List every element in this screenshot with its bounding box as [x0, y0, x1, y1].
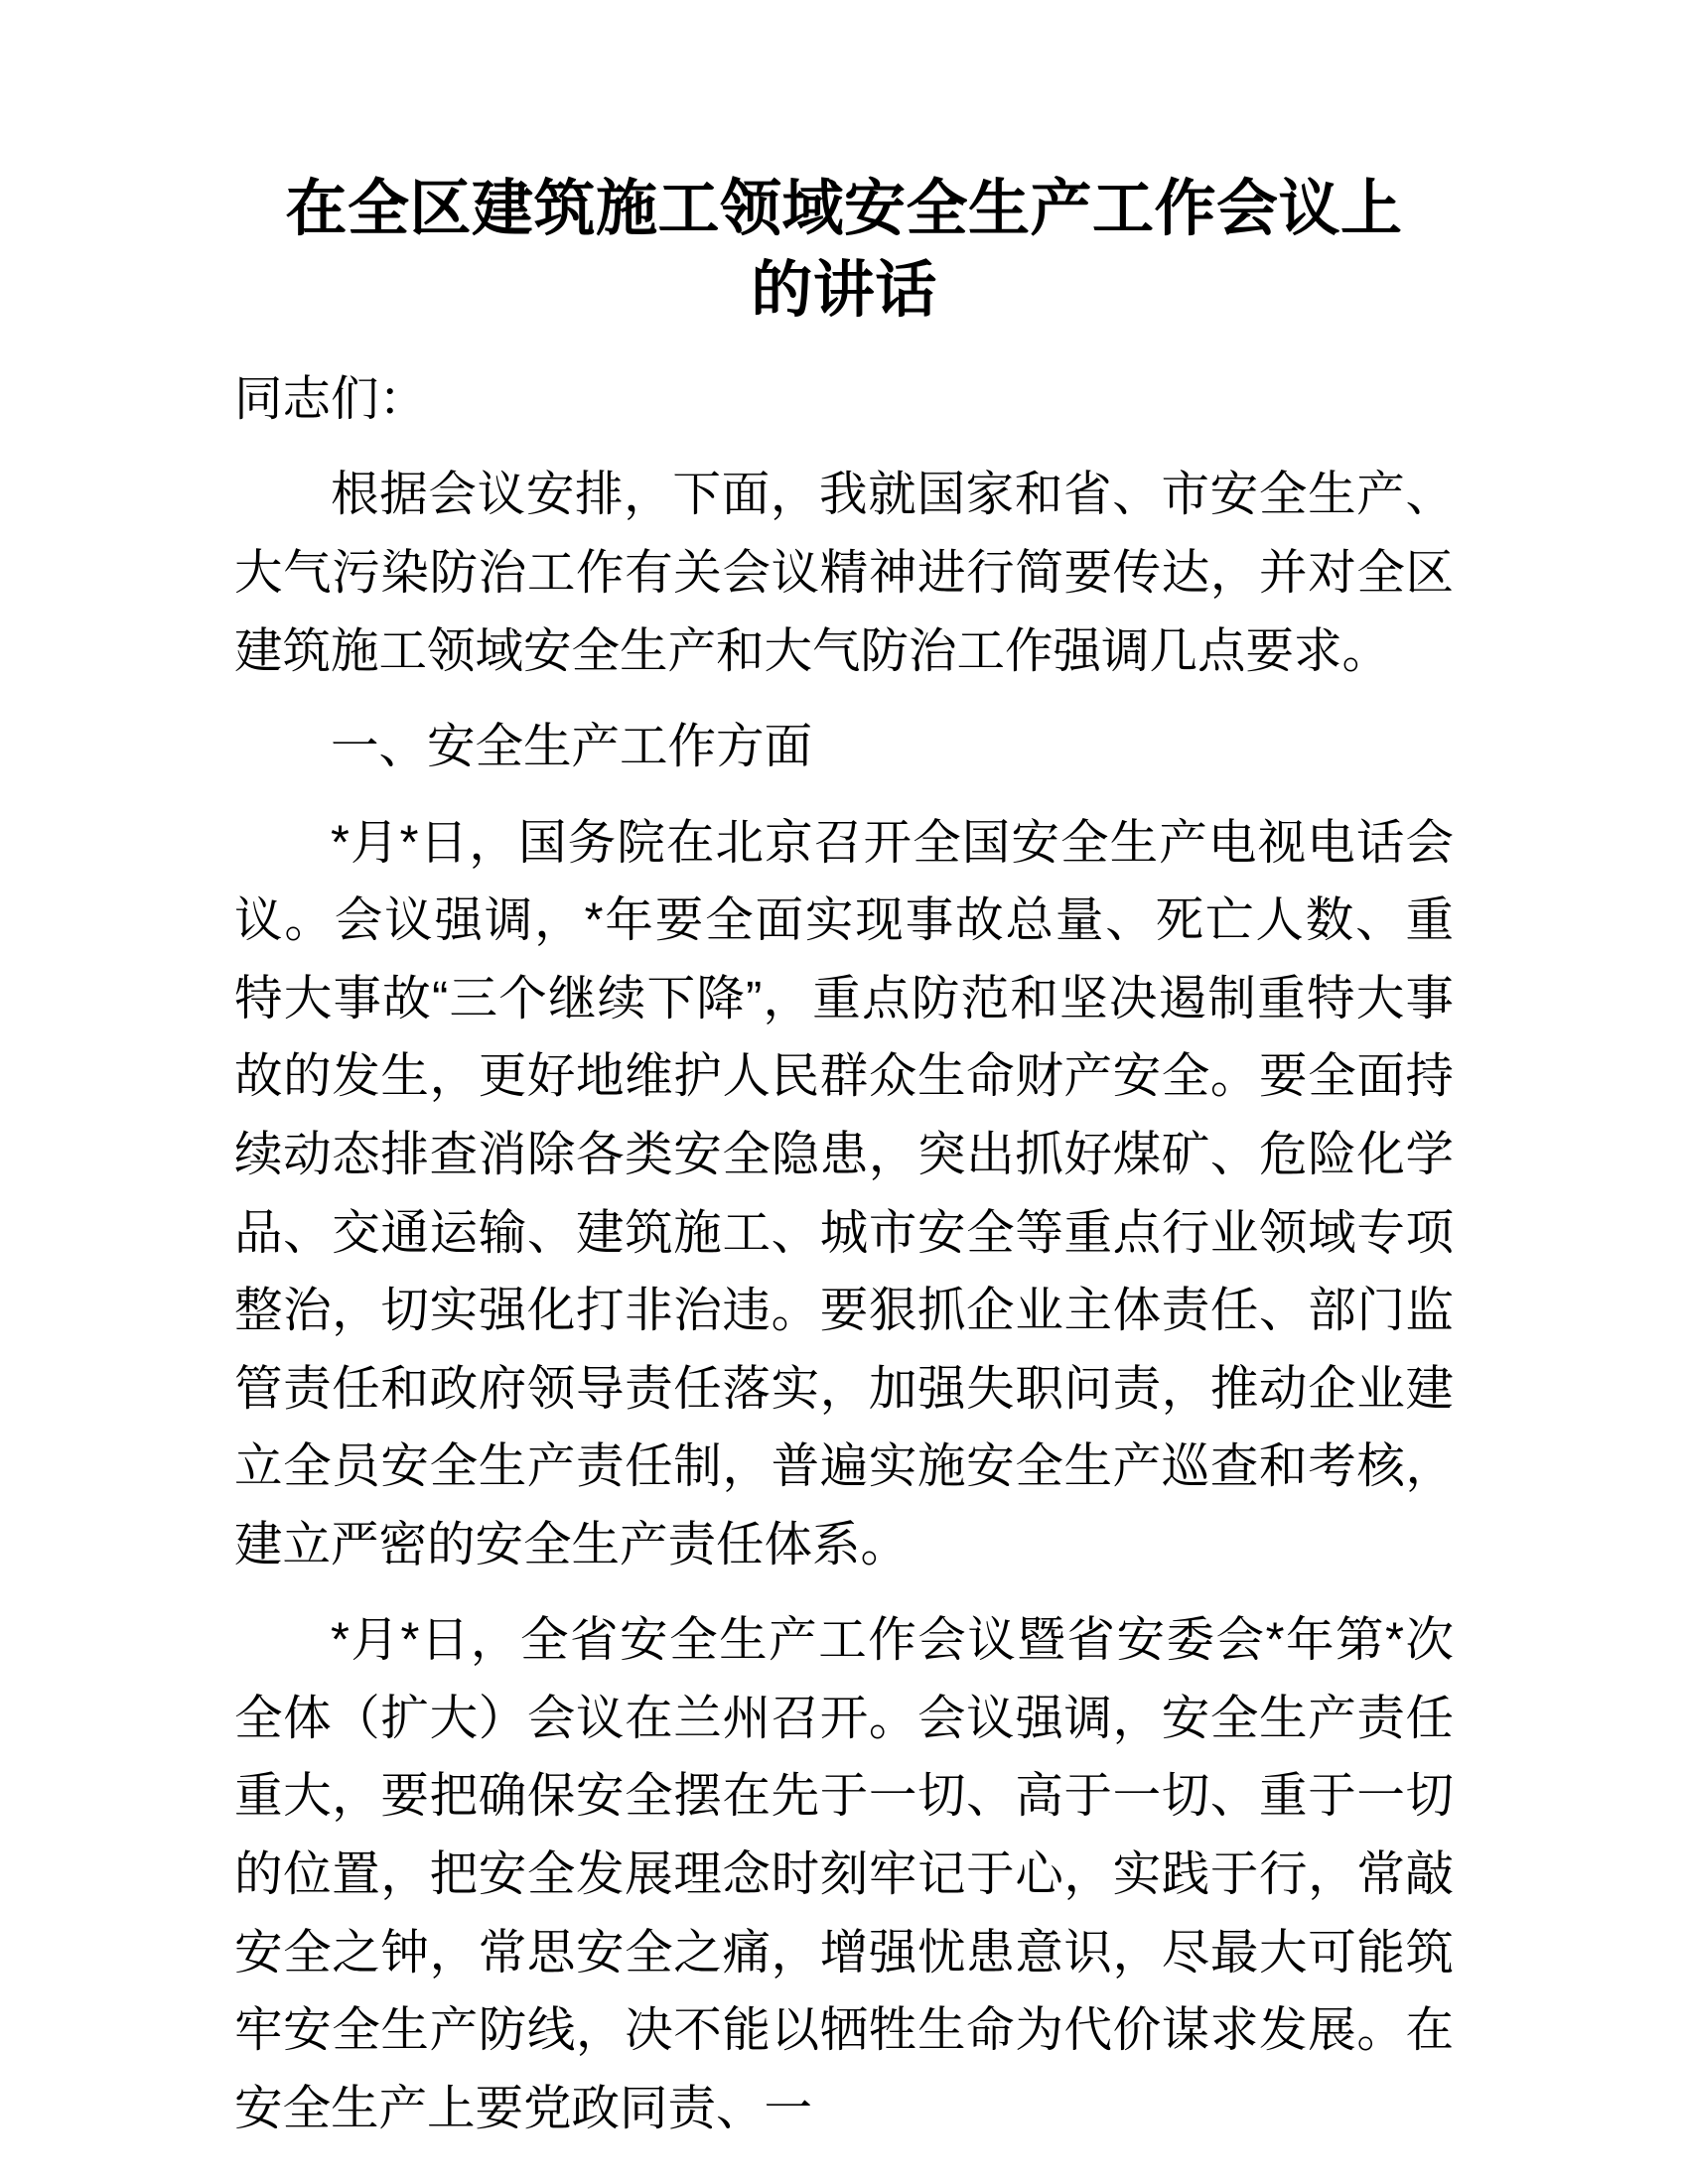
salutation-line: 同志们： — [234, 371, 428, 426]
section-heading-safety-production: 一、安全生产工作方面 — [331, 720, 813, 774]
paragraph-provincial-meeting: *月*日，全省安全生产工作会议暨省安委会*年第*次全体（扩大）会议在兰州召开。会议强调，安全生产责任重大，要把确保安全摆在先于一切、高于一切、重于一切的位置，把安全发展理念时刻牢记于心，实践于行，常敲安全之钟，常思安全之痛，增强忧患意识，尽最大可能筑牢安全生产防线，决不能以牺牲生命为代价谋求发展。在安全生产上要党政同责、一 — [234, 1613, 1454, 2135]
page-title: 在全区建筑施工领域安全生产工作会议上的讲话 — [285, 175, 1403, 326]
paragraph-intro: 根据会议安排，下面，我就国家和省、市安全生产、大气污染防治工作有关会议精神进行简要传达，并对全区建筑施工领域安全生产和大气防治工作强调几点要求。 — [234, 468, 1454, 678]
document-body — [234, 169, 1454, 2147]
paragraph-national-meeting: *月*日，国务院在北京召开全国安全生产电视电话会议。会议强调，*年要全面实现事故总量、死亡人数、重特大事故“三个继续下降”，重点防范和坚决遏制重特大事故的发生，更好地维护人民群众生命财产安全。要全面持续动态排查消除各类安全隐患，突出抓好煤矿、危险化学品、交通运输、建筑施工、城市安全等重点行业领域专项整治，切实强化打非治违。要狠抓企业主体责任、部门监管责任和政府领导责任落实，加强失职问责，推动企业建立全员安全生产责任制，普遍实施安全生产巡查和考核，建立严密的安全生产责任体系。 — [234, 815, 1454, 1571]
